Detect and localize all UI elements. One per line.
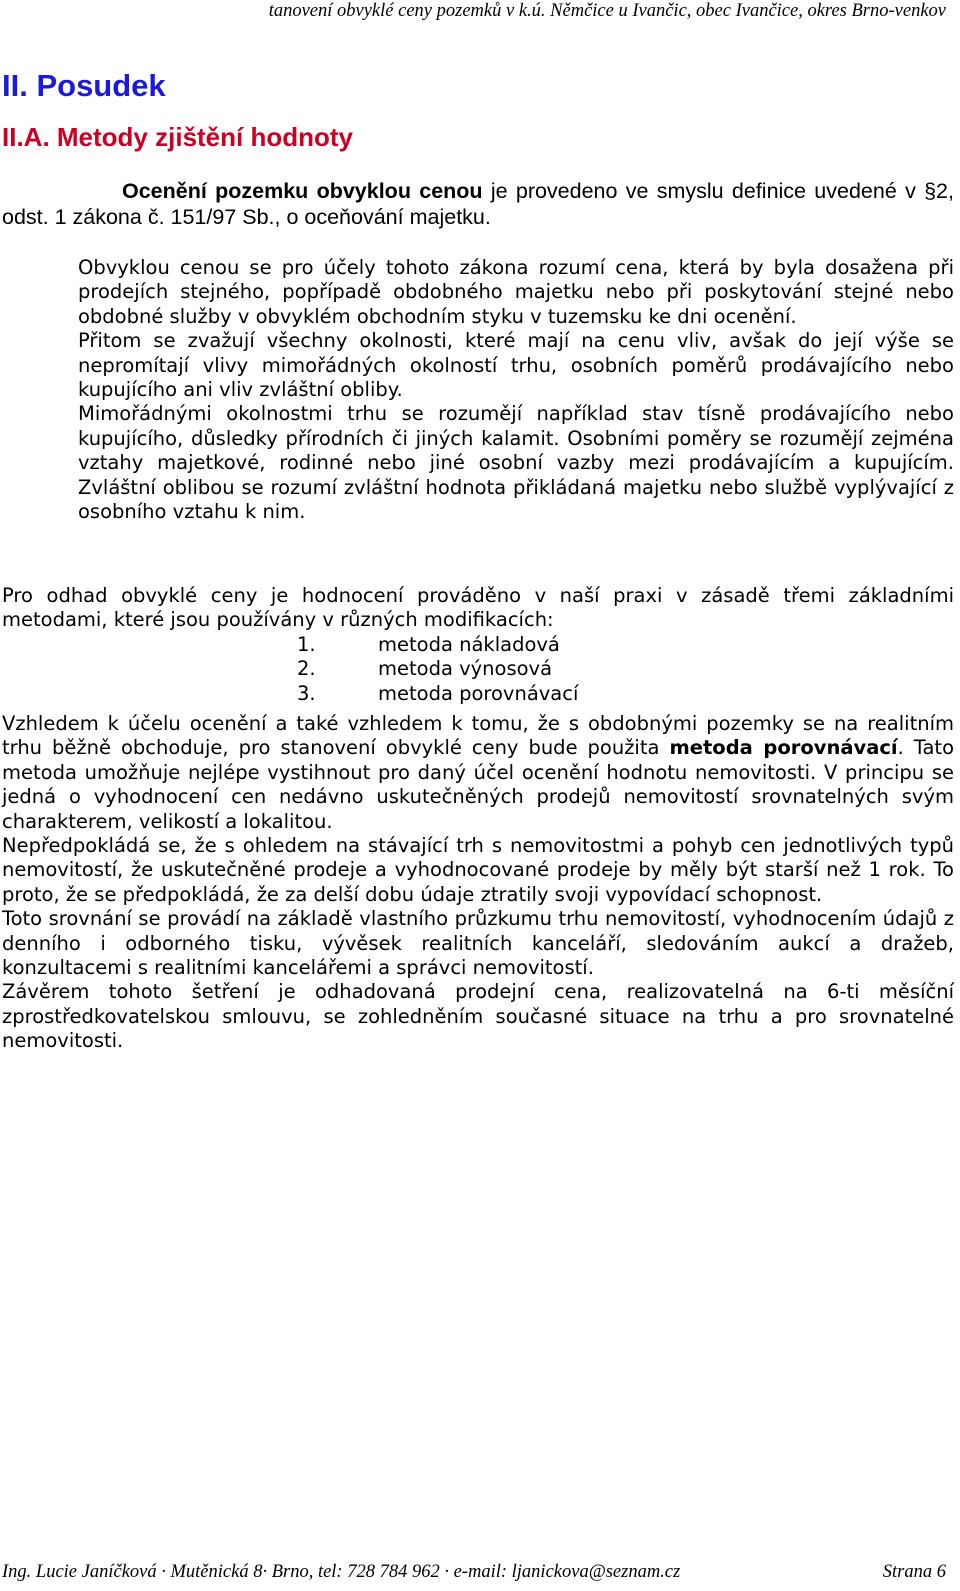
method-number: 1. <box>297 632 316 656</box>
methods-section <box>2 584 954 1054</box>
intro-paragraph <box>2 178 954 230</box>
survey-paragraph: Toto srovnání se provádí na základě vlastního průzkumu trhu nemovitostí, vyhodnocením údajů z denního i odborného tisku, vývěsek realitních kanceláří, sledováním aukcí a dražeb, konzultacemi s realitními kancelářemi a správci nemovitostí. <box>2 907 954 980</box>
methods-list <box>2 633 954 706</box>
definition-paragraph-2: Přitom se zvažují všechny okolnosti, které mají na cenu vliv, avšak do její výše se nepromítají vlivy mimořádných okolností trhu, osobních poměrů prodávajícího nebo kupujícího ani vliv zvláštní obliby. <box>78 329 954 402</box>
method-choice-paragraph <box>2 712 954 834</box>
method-choice-bold: metoda porovnávací <box>669 736 898 760</box>
method-choice-text-a: Vzhledem k účelu ocenění a také vzhledem k tomu, že s obdobnými pozemky se na realitním trhu běžně obchoduje, pro stanovení obvyklé ceny bude použita <box>2 711 954 760</box>
method-label: metoda porovnávací <box>378 681 579 705</box>
footer-contact: Ing. Lucie Janíčková · Mutěnická 8· Brno, tel: 728 784 962 · e-mail: ljanickova@seznam.cz <box>2 1562 681 1582</box>
method-label: metoda výnosová <box>378 657 553 681</box>
definition-paragraph-3: Mimořádnými okolnostmi trhu se rozumějí například stav tísně prodávajícího nebo kupujícího, důsledky přírodních či jiných kalamit. Osobními poměry se rozumějí zejména vztahy majetkové, rodinné nebo jiné osobní vazby mezi prodávajícím a kupujícím. Zvláštní oblibou se rozumí zvláštní hodnota přikládaná majetku nebo službě vyplývající z osobního vztahu k nim. <box>78 402 954 524</box>
definition-paragraph-1: Obvyklou cenou se pro účely tohoto zákona rozumí cena, která by byla dosažena při prodejích stejného, popřípadě obdobného majetku nebo při poskytování stejné nebo obdobné služby v obvyklém obchodním styku v tuzemsku ke dni ocenění. <box>78 256 954 328</box>
intro-bold: Ocenění pozemku obvyklou cenou <box>122 179 483 203</box>
method-item <box>2 657 954 681</box>
section-heading: II. Posudek <box>2 68 166 103</box>
definition-block <box>78 256 954 524</box>
conclusion-paragraph: Závěrem tohoto šetření je odhadovaná prodejní cena, realizovatelná na 6-ti měsíční zprostředkovatelskou smlouvu, se zohledněním současné situace na trhu a pro srovnatelné nemovitosti. <box>2 980 954 1053</box>
method-item <box>2 633 954 657</box>
page-number: Strana 6 <box>882 1562 946 1582</box>
method-label: metoda nákladová <box>378 632 560 656</box>
method-number: 2. <box>297 657 316 681</box>
assumption-paragraph: Nepředpokládá se, že s ohledem na stávající trh s nemovitostmi a pohyb cen jednotlivých typů nemovitostí, že uskutečněné prodeje a vyhodnocované prodeje by měly být starší než 1 rok. To proto, že se předpokládá, že za delší dobu údaje ztratily svoji vypovídací schopnost. <box>2 834 954 906</box>
methods-intro: Pro odhad obvyklé ceny je hodnocení prováděno v naší praxi v zásadě třemi základními metodami, které jsou používány v různých modifikacích: <box>2 584 954 632</box>
intro-text: je provedeno ve smyslu definice uvedené v §2, odst. 1 zákona č. 151/97 Sb., o oceňování majetku. <box>2 179 954 229</box>
page-header: tanovení obvyklé ceny pozemků v k.ú. Němčice u Ivančic, obec Ivančice, okres Brno-venkov <box>268 1 946 21</box>
method-number: 3. <box>297 681 316 705</box>
method-item <box>2 682 954 706</box>
method-choice-text-b: . Tato metoda umožňuje nejlépe vystihnout pro daný účel ocenění hodnotu nemovitosti. V principu se jedná o vyhodnocení cen nedávno uskutečněných prodejů nemovitostí srovnatelných svým charakterem, velikostí a lokalitou. <box>2 736 955 833</box>
subsection-heading: II.A. Metody zjištění hodnoty <box>2 122 353 152</box>
